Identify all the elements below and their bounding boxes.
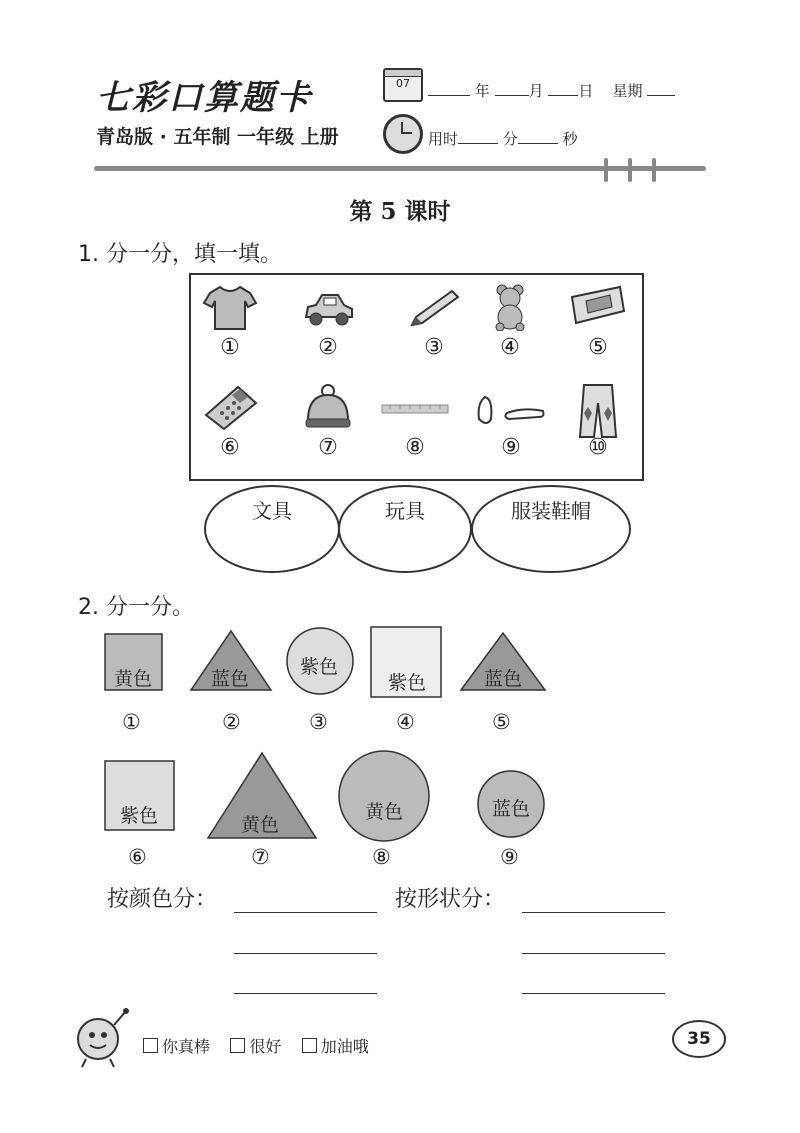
shape-9-number: ⑨ — [500, 845, 519, 869]
checkbox-icon[interactable] — [143, 1038, 158, 1053]
page-number: 35 — [672, 1020, 726, 1058]
slippers-icon — [473, 383, 549, 431]
shape-2-label: 蓝色 — [211, 668, 250, 690]
items-box — [189, 273, 644, 481]
shape-7-number: ⑦ — [251, 845, 270, 869]
item-5: ⑤ — [563, 283, 633, 360]
tshirt-icon — [202, 283, 258, 331]
by-shape-label: 按形状分： — [395, 887, 506, 912]
shape-3-number: ③ — [309, 710, 328, 734]
ruler-icon — [380, 383, 450, 431]
shape-3-label: 紫色 — [300, 656, 339, 678]
shape-6-label: 紫色 — [120, 805, 159, 827]
mascot-icon — [70, 1005, 136, 1071]
category-oval-clothing[interactable]: 服装鞋帽 — [471, 485, 631, 573]
question-1-prompt: 1. 分一分，填一填。 — [78, 242, 282, 267]
calendar-icon: 07 — [383, 68, 423, 102]
shape-answer-line-2[interactable] — [522, 952, 665, 954]
category-oval-stationery[interactable]: 文具 — [204, 485, 340, 573]
shape-5-label: 蓝色 — [484, 668, 523, 690]
shape-8-label: 黄色 — [365, 801, 404, 823]
lesson-title: 第 5 课时 — [349, 198, 451, 225]
shape-4-label: 紫色 — [388, 672, 427, 694]
color-answer-line-1[interactable] — [234, 911, 377, 913]
item-8: ⑧ — [377, 383, 453, 460]
color-answer-line-3[interactable] — [234, 992, 377, 994]
shape-8-number: ⑧ — [372, 845, 391, 869]
item-1: ① — [195, 283, 265, 360]
date-fields: 年 月 日 星期 — [428, 80, 675, 101]
trousers-icon — [570, 383, 626, 439]
shape-6-number: ⑥ — [128, 845, 147, 869]
brand-title: 七彩口算题卡 — [96, 78, 312, 118]
item-7: ⑦ — [293, 383, 363, 460]
shape-answer-line-1[interactable] — [522, 911, 665, 913]
color-answer-line-2[interactable] — [234, 952, 377, 954]
shape-4-number: ④ — [396, 710, 415, 734]
item-3: ③ — [399, 283, 469, 360]
item-10: ⑩ — [563, 383, 633, 460]
item-9: ⑨ — [471, 383, 551, 460]
clock-icon — [383, 114, 423, 154]
knit-hat-icon — [300, 383, 356, 431]
shape-1-number: ① — [122, 710, 141, 734]
rating-option-great[interactable]: 你真棒 — [143, 1037, 210, 1056]
shape-2-number: ② — [222, 710, 241, 734]
checkbox-icon[interactable] — [302, 1038, 317, 1053]
by-color-label: 按颜色分： — [107, 887, 218, 912]
shape-5-number: ⑤ — [492, 710, 511, 734]
edition-subtitle: 青岛版 · 五年制 一年级 上册 — [96, 126, 339, 148]
shape-8-circle — [339, 751, 429, 841]
shape-7-label: 黄色 — [241, 814, 280, 836]
checkbox-icon[interactable] — [230, 1038, 245, 1053]
rating-options — [143, 1034, 369, 1057]
toy-car-icon — [300, 283, 356, 331]
shape-9-label: 蓝色 — [492, 798, 531, 820]
pencil-case-icon — [570, 283, 626, 331]
item-4: ④ — [475, 283, 545, 360]
item-2: ② — [293, 283, 363, 360]
category-oval-toys[interactable]: 玩具 — [338, 485, 472, 573]
shape-1-label: 黄色 — [114, 668, 153, 690]
teddy-bear-icon — [482, 283, 538, 331]
calculator-icon — [202, 383, 258, 431]
rating-option-keep-going[interactable]: 加油哦 — [302, 1037, 369, 1056]
question-2-prompt: 2. 分一分。 — [78, 595, 194, 620]
item-6: ⑥ — [195, 383, 265, 460]
time-fields: 用时 分 秒 — [428, 130, 578, 148]
shape-answer-line-3[interactable] — [522, 992, 665, 994]
divider-pins — [604, 158, 676, 186]
rating-option-good[interactable]: 很好 — [230, 1037, 281, 1056]
pencil-icon — [406, 283, 462, 331]
